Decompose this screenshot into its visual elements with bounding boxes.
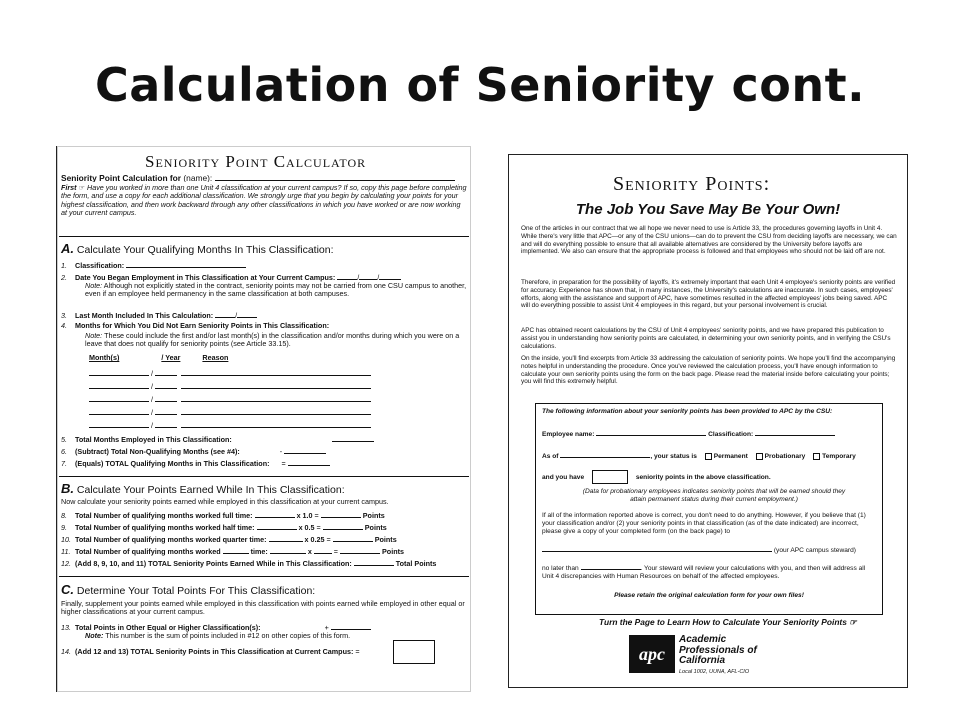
months-row: / xyxy=(89,381,467,391)
points-box xyxy=(592,470,628,484)
section-b-heading: B. Calculate Your Points Earned While In This Classification: xyxy=(61,481,345,496)
months-row: / xyxy=(89,420,467,430)
item-13-note: Note: This number is the sum of points included in #12 on other copies of this form. xyxy=(85,632,351,640)
total-points-box xyxy=(393,640,435,664)
flyer-subtitle: The Job You Save May Be Your Own! xyxy=(575,201,841,218)
item-1: 1. Classification: xyxy=(61,260,467,270)
divider xyxy=(59,576,469,577)
item-4: 4. Months for Which You Did Not Earn Seniority Points in This Classification: xyxy=(61,322,330,330)
months-table-header: Month(s) / Year Reason xyxy=(89,354,229,362)
item-8: 8. Total Number of qualifying months worked full time: x 1.0 = Points xyxy=(61,511,385,520)
first-instruction: First ☞ Have you worked in more than one Unit 4 classification at your current campus? If so, copy this page before completing the form, and use a copy for each additional classification. We strongly urge that you begin by calculating your points for your highest classification, and then work backward through any other classifications in which you have worked or are now working at your current campus. xyxy=(61,184,467,218)
seniority-point-calculator-form xyxy=(56,146,471,692)
item-7: 7. (Equals) TOTAL Qualifying Months in This Classification: = xyxy=(61,458,467,468)
apc-organization-name: Academic Professionals of California xyxy=(679,634,757,666)
seniority-points-flyer xyxy=(508,154,908,688)
paragraph-1: One of the articles in our contract that we all hope we never need to use is Article 33, the procedures governing layoffs in Unit 4. While there's very little that APC—or any of the CSU unions—can do to prevent the CSU from deciding layoffs are necessary, we can and will do everything possible to ensure that all available alternatives are considered by the University before layoffs are implemented. We also can ensure that the appropriate process is followed and that employees who should not be laid off are not. xyxy=(521,225,897,256)
paragraph-3: APC has obtained recent calculations by the CSU of Unit 4 employees' seniority points, and we have prepared this publication to assist you in understanding how seniority points are calculated, in determining your own seniority points, and in verifying the CSU's calculations. xyxy=(521,327,891,350)
section-a-heading: A. Calculate Your Qualifying Months In This Classification: xyxy=(61,241,334,256)
permanent-checkbox[interactable] xyxy=(705,453,712,460)
calculation-for-line: Seniority Point Calculation for (name): xyxy=(61,173,467,182)
box-heading: The following information about your seniority points has been provided to APC by the CSU: xyxy=(542,408,833,415)
status-line: As of , your status is Permanent Probationary Temporary xyxy=(542,450,876,461)
item-4-note: Note: These could include the first and/or last month(s) in the classification and/or months during which you were on a leave that does not qualify for seniority points (see Article 33.15). xyxy=(85,332,460,349)
paragraph-2: Therefore, in preparation for the possibility of layoffs, it's extremely important that each Unit 4 employee's seniority points are verified for accuracy. Experience has shown that, in many instances, the University's calculations are inaccurate. In such cases, employees' efforts, along with the assistance and support of APC, have sometimes resulted in the affected employees' jobs being saved. APC will do everything possible to assist Unit 4 employees in this regard, but your personal involvement is crucial. xyxy=(521,279,896,310)
csu-info-box xyxy=(535,403,883,615)
points-line: and you have seniority points in the above classification. xyxy=(542,470,876,484)
item-13: 13. Total Points in Other Equal or Higher Classification(s): + xyxy=(61,622,467,632)
form-title: Seniority Point Calculator xyxy=(145,152,367,171)
paragraph-4: On the inside, you'll find excerpts from Article 33 addressing the calculation of seniority points. We hope you'll find the accompanying notes helpful in understanding the procedure. Once you've reviewed the calculation process, you'll have enough information to calculate your own seniority points using the form on the back page. Please read the material inside before calculating your points; you will find this extremely helpful. xyxy=(521,355,896,386)
section-c-heading: C. Determine Your Total Points For This Classification: xyxy=(61,582,316,597)
deadline-line: no later than . Your steward will review your calculations with you, and then will address all Unit 4 discrepancies with Human Resources on behalf of the affected employees. xyxy=(542,562,876,581)
item-5: 5. Total Months Employed in This Classification: xyxy=(61,434,467,444)
slide-title: Calculation of Seniority cont. xyxy=(94,58,866,112)
item-3: 3. Last Month Included In This Calculation: / xyxy=(61,310,467,320)
section-b-intro: Now calculate your seniority points earned while employed in this classification at your current campus. xyxy=(61,498,389,506)
months-row: / xyxy=(89,394,467,404)
probationary-note: (Data for probationary employees indicates seniority points that will be earned should they attain permanent status during their current employment.) xyxy=(582,488,846,503)
months-row: / xyxy=(89,407,467,417)
temporary-checkbox[interactable] xyxy=(813,453,820,460)
item-2-note: Note: Although not explicitly stated in the contract, seniority points may not be carried from one CSU campus to another, even if an employee held permanency in the same classification at both campuses. xyxy=(85,282,467,299)
item-2: 2. Date You Began Employment in This Classification at Your Current Campus: / / xyxy=(61,272,467,282)
retain-note: Please retain the original calculation form for your own files! xyxy=(614,592,804,599)
divider xyxy=(59,236,469,237)
section-c-intro: Finally, supplement your points earned while employed in this classification with points earned while employed in other equal or higher classifications at your current campus. xyxy=(61,600,465,617)
item-6: 6. (Subtract) Total Non-Qualifying Months (see #4): - xyxy=(61,446,467,456)
item-14: 14. (Add 12 and 13) TOTAL Seniority Points in This Classification at Current Campus: = xyxy=(61,648,360,656)
item-9: 9. Total Number of qualifying months worked half time: x 0.5 = Points xyxy=(61,523,387,532)
probationary-checkbox[interactable] xyxy=(756,453,763,460)
employee-name-line: Employee name: Classification: xyxy=(542,428,876,439)
correction-instructions: If all of the information reported above is correct, you don't need to do anything. However, if you believe that (1) your classification and/or (2) your seniority points in that classification (as of the date indicated) are incorrect, please give a copy of your completed form (on the back page) to xyxy=(542,512,866,535)
flyer-title: Seniority Points: xyxy=(613,173,771,195)
divider xyxy=(59,476,469,477)
item-10: 10. Total Number of qualifying months worked quarter time: x 0.25 = Points xyxy=(61,535,397,544)
item-11: 11. Total Number of qualifying months worked time: x = Points xyxy=(61,547,404,556)
months-row: / xyxy=(89,368,467,378)
steward-line: (your APC campus steward) xyxy=(542,544,876,555)
item-12: 12. (Add 8, 9, 10, and 11) TOTAL Seniority Points Earned While in This Classification: Total Points xyxy=(61,559,437,568)
turn-page-note: Turn the Page to Learn How to Calculate Your Seniority Points ☞ xyxy=(599,617,857,627)
apc-logo: apc xyxy=(629,635,675,673)
apc-local: Local 1002, UUNA, AFL-CIO xyxy=(679,669,750,675)
